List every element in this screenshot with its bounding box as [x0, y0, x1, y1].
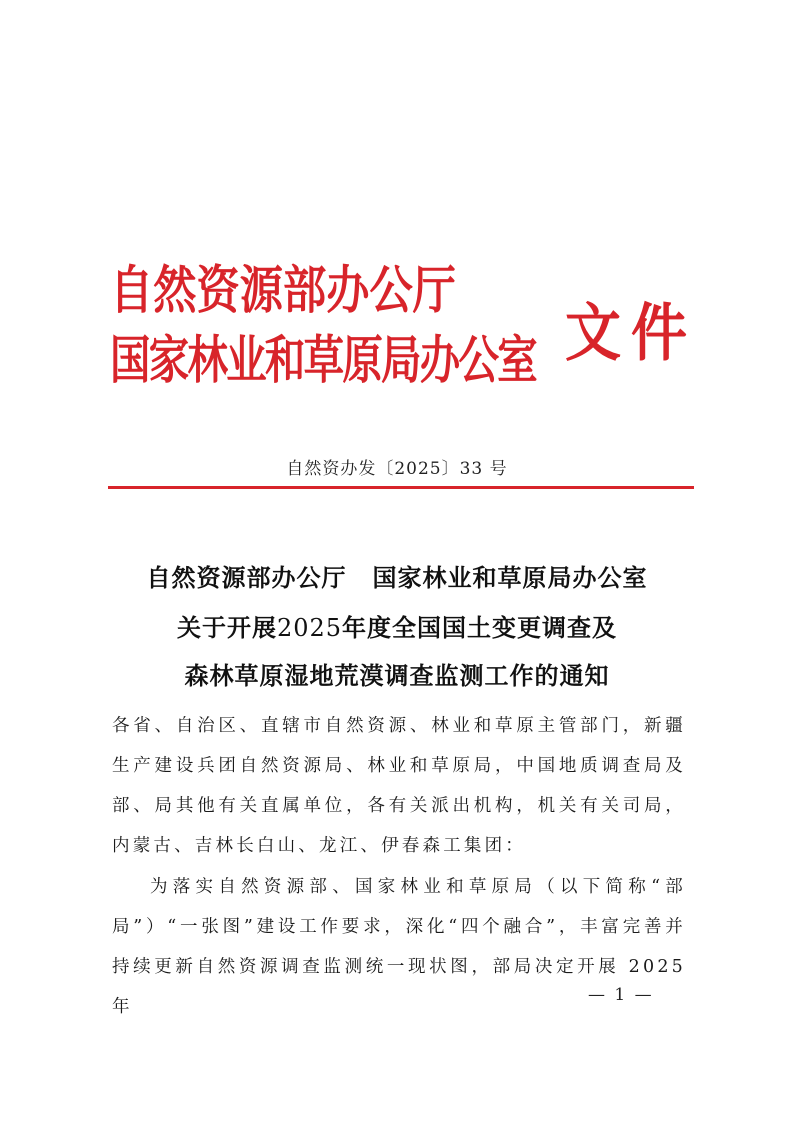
body-paragraph: 为落实自然资源部、国家林业和草原局（以下简称“部局”）“一张图”建设工作要求，深化“四个融合”，丰富完善并持续更新自然资源调查监测统一现状图，部局决定开展 2025 年	[112, 877, 686, 1017]
addressee-paragraph: 各省、自治区、直辖市自然资源、林业和草原主管部门，新疆生产建设兵团自然资源局、林业和草原局，中国地质调查局及部、局其他有关直属单位，各有关派出机构，机关有关司局，内蒙古、吉林长白山、龙江、伊春森工集团：	[112, 716, 686, 856]
red-divider-line	[108, 486, 694, 489]
letterhead-suffix: 文件	[565, 297, 697, 371]
letterhead-issuer-2: 国家林业和草原局办公室	[110, 330, 536, 391]
page-number: — 1 —	[588, 985, 654, 1005]
document-number: 自然资办发〔2025〕33 号	[286, 459, 508, 479]
title-year: 2025	[276, 614, 343, 642]
title-line-3: 森林草原湿地荒漠调查监测工作的通知	[184, 662, 610, 690]
letterhead	[110, 250, 710, 390]
title-line-1	[0, 558, 794, 593]
title-line-2-prefix: 关于开展	[176, 614, 277, 642]
title-line-2-suffix: 年度全国国土变更调查及	[342, 614, 618, 642]
title-issuer-1: 自然资源部办公厅	[146, 564, 347, 592]
letterhead-issuer-1: 自然资源部办公厅	[110, 260, 456, 321]
title-line-2	[0, 608, 794, 643]
title-issuer-2: 国家林业和草原局办公室	[372, 564, 648, 592]
